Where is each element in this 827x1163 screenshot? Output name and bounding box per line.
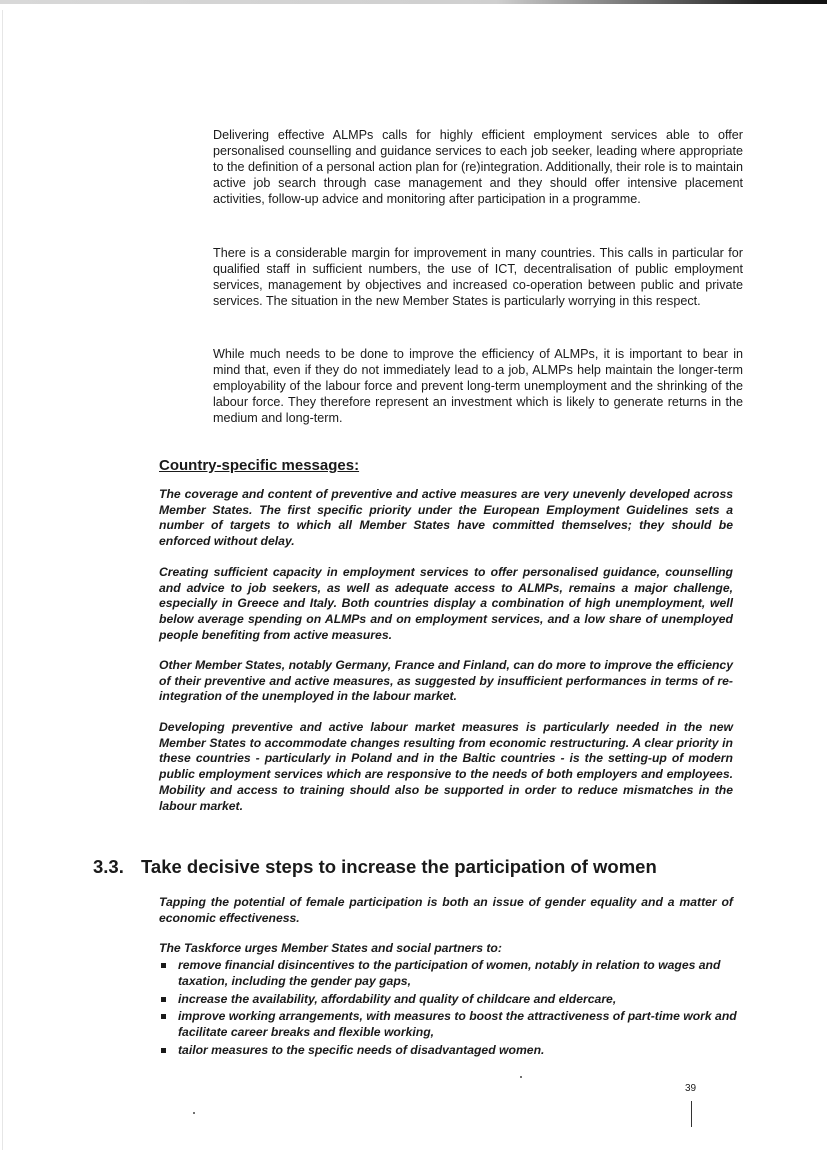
top-rule: [0, 0, 827, 4]
chapter-number: 3.3.: [93, 856, 124, 877]
list-item: remove financial disincentives to the participation of women, notably in relation to wages and taxation, including the gender pay gaps,: [159, 958, 739, 990]
chapter-intro: Tapping the potential of female participation is both an issue of gender equality and a matter of economic effectiveness.: [159, 895, 733, 925]
body-paragraph-2: There is a considerable margin for improvement in many countries. This calls in particular for qualified staff in sufficient numbers, the use of ICT, decentralisation of public employment services, management by objectives and increased co-operation between public and private services. The situation in the new Member States is particularly worrying in this respect.: [213, 246, 743, 308]
body-paragraph-3: While much needs to be done to improve the efficiency of ALMPs, it is important to bear in mind that, even if they do not immediately lead to a job, ALMPs help maintain the longer-term employability of the labour force and prevent long-term unemployment and the shrinking of the labour force. They therefore represent an investment which is likely to generate returns in the medium and long-term.: [213, 347, 743, 425]
square-bullet-icon: [161, 963, 166, 968]
chapter-heading: [93, 856, 657, 878]
page-tick-mark: [691, 1101, 692, 1127]
list-lead: The Taskforce urges Member States and social partners to:: [159, 941, 502, 955]
recommendation-list: [159, 958, 739, 1061]
scan-speck: [193, 1112, 195, 1114]
country-message-1: The coverage and content of preventive and active measures are very unevenly developed across Member States. The first specific priority under the European Employment Guidelines sets a number of targets to which all Member States have committed themselves; they should be enforced without delay.: [159, 487, 733, 549]
list-item: tailor measures to the specific needs of disadvantaged women.: [159, 1043, 739, 1059]
page-number: 39: [685, 1083, 697, 1094]
country-message-2: Creating sufficient capacity in employment services to offer personalised guidance, counselling and advice to job seekers, as well as adequate access to ALMPs, remains a major challenge, especially in Greece and Italy. Both countries display a combination of high unemployment, well below average spending on ALMPs and on employment services, and a low share of unemployed people benefiting from active measures.: [159, 565, 733, 642]
body-paragraph-1: Delivering effective ALMPs calls for highly efficient employment services able to offer personalised counselling and guidance services to each job seeker, leading where appropriate to the definition of a personal action plan for (re)integration. Additionally, their role is to maintain active job search through case management and they should offer intensive placement activities, follow-up advice and monitoring after participation in a programme.: [213, 128, 743, 206]
list-item: improve working arrangements, with measures to boost the attractiveness of part-time work and facilitate career breaks and flexible working,: [159, 1009, 739, 1041]
scan-speck: [520, 1076, 522, 1078]
chapter-title: Take decisive steps to increase the participation of women: [141, 856, 657, 877]
square-bullet-icon: [161, 997, 166, 1002]
country-message-3: Other Member States, notably Germany, France and Finland, can do more to improve the efficiency of their preventive and active measures, as suggested by insufficient performances in terms of re-integration of the unemployed in the labour market.: [159, 658, 733, 704]
square-bullet-icon: [161, 1014, 166, 1019]
scan-edge: [2, 10, 3, 1150]
square-bullet-icon: [161, 1048, 166, 1053]
country-messages-heading: Country-specific messages:: [159, 457, 360, 474]
list-item: increase the availability, affordability and quality of childcare and eldercare,: [159, 992, 739, 1008]
country-message-4: Developing preventive and active labour market measures is particularly needed in the new Member States to accommodate changes resulting from economic restructuring. A clear priority in these countries - particularly in Poland and in the Baltic countries - is the setting-up of modern public employment services which are responsive to the needs of both employers and employees. Mobility and access to training should also be supported in order to reduce mismatches in the labour market.: [159, 720, 733, 813]
